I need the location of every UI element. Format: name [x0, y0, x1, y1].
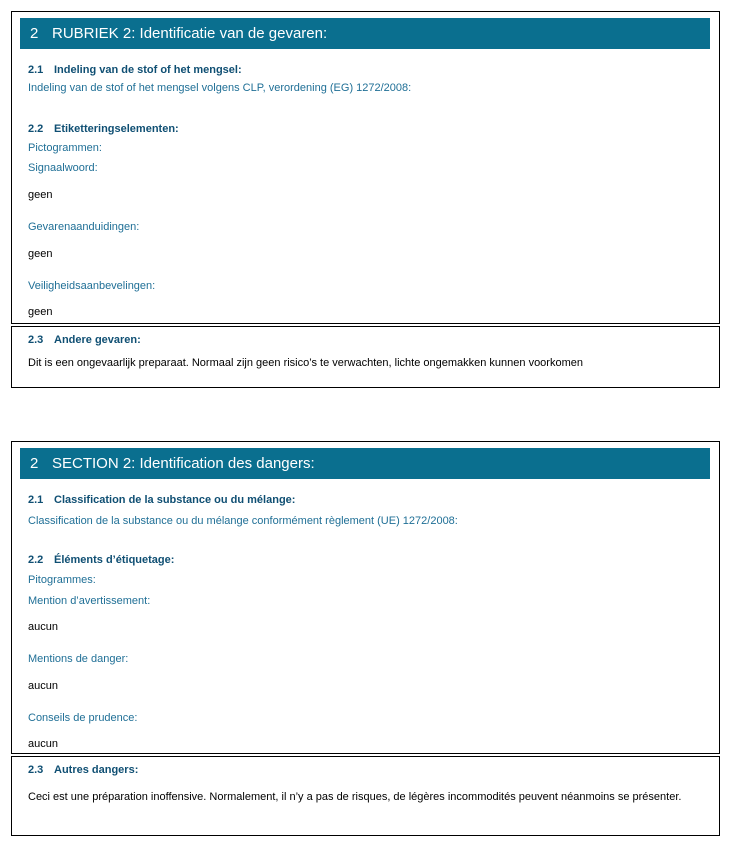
- fr-precaution-value: aucun: [28, 738, 58, 750]
- nl-section-title: RUBRIEK 2: Identificatie van de gevaren:: [52, 25, 328, 42]
- nl-sub-2-3-text: Dit is een ongevaarlijk preparaat. Normaal zijn geen risico’s te verwachten, lichte ongemakken kunnen voorkomen: [28, 357, 583, 369]
- nl-precaution-label: Veiligheidsaanbevelingen:: [28, 280, 156, 292]
- fr-section-number: 2: [30, 455, 39, 472]
- fr-hazard-label: Mentions de danger:: [28, 653, 129, 665]
- nl-section-number: 2: [30, 25, 39, 42]
- fr-signal-word-value: aucun: [28, 621, 58, 633]
- fr-pictograms-label: Pitogrammes:: [28, 574, 96, 586]
- nl-sub-2-3-heading: 2.3 Andere gevaren:: [28, 334, 141, 346]
- nl-signal-word-value: geen: [28, 189, 53, 201]
- nl-sub-2-1-heading: 2.1 Indeling van de stof of het mengsel:: [28, 64, 242, 76]
- nl-sub-2-1-text: Indeling van de stof of het mengsel volgens CLP, verordening (EG) 1272/2008:: [28, 82, 412, 94]
- fr-hazard-value: aucun: [28, 680, 58, 692]
- nl-pictograms-label: Pictogrammen:: [28, 142, 102, 154]
- fr-sub-2-3-heading: 2.3 Autres dangers:: [28, 764, 139, 776]
- fr-sub-2-1-text: Classification de la substance ou du mélange conformément règlement (UE) 1272/2008:: [28, 515, 458, 527]
- fr-sub-2-3-text: Ceci est une préparation inoffensive. Normalement, il n’y a pas de risques, de légères incommodités peuvent néanmoins se présenter.: [28, 791, 682, 803]
- nl-section-panel: [11, 11, 720, 324]
- nl-hazard-value: geen: [28, 248, 53, 260]
- fr-section-header: [20, 448, 710, 479]
- fr-sub-2-2-heading: 2.2 Éléments d’étiquetage:: [28, 554, 175, 566]
- fr-sub-2-1-heading: 2.1 Classification de la substance ou du mélange:: [28, 494, 296, 506]
- fr-other-hazards-panel: [11, 756, 720, 836]
- fr-section-panel: [11, 441, 720, 754]
- nl-signal-word-label: Signaalwoord:: [28, 162, 98, 174]
- nl-precaution-value: geen: [28, 306, 53, 318]
- nl-other-hazards-panel: [11, 326, 720, 388]
- fr-signal-word-label: Mention d’avertissement:: [28, 595, 151, 607]
- nl-sub-2-2-heading: 2.2 Etiketteringselementen:: [28, 123, 179, 135]
- nl-section-header: [20, 18, 710, 49]
- fr-section-title: SECTION 2: Identification des dangers:: [52, 455, 315, 472]
- nl-hazard-label: Gevarenaanduidingen:: [28, 221, 140, 233]
- fr-precaution-label: Conseils de prudence:: [28, 712, 138, 724]
